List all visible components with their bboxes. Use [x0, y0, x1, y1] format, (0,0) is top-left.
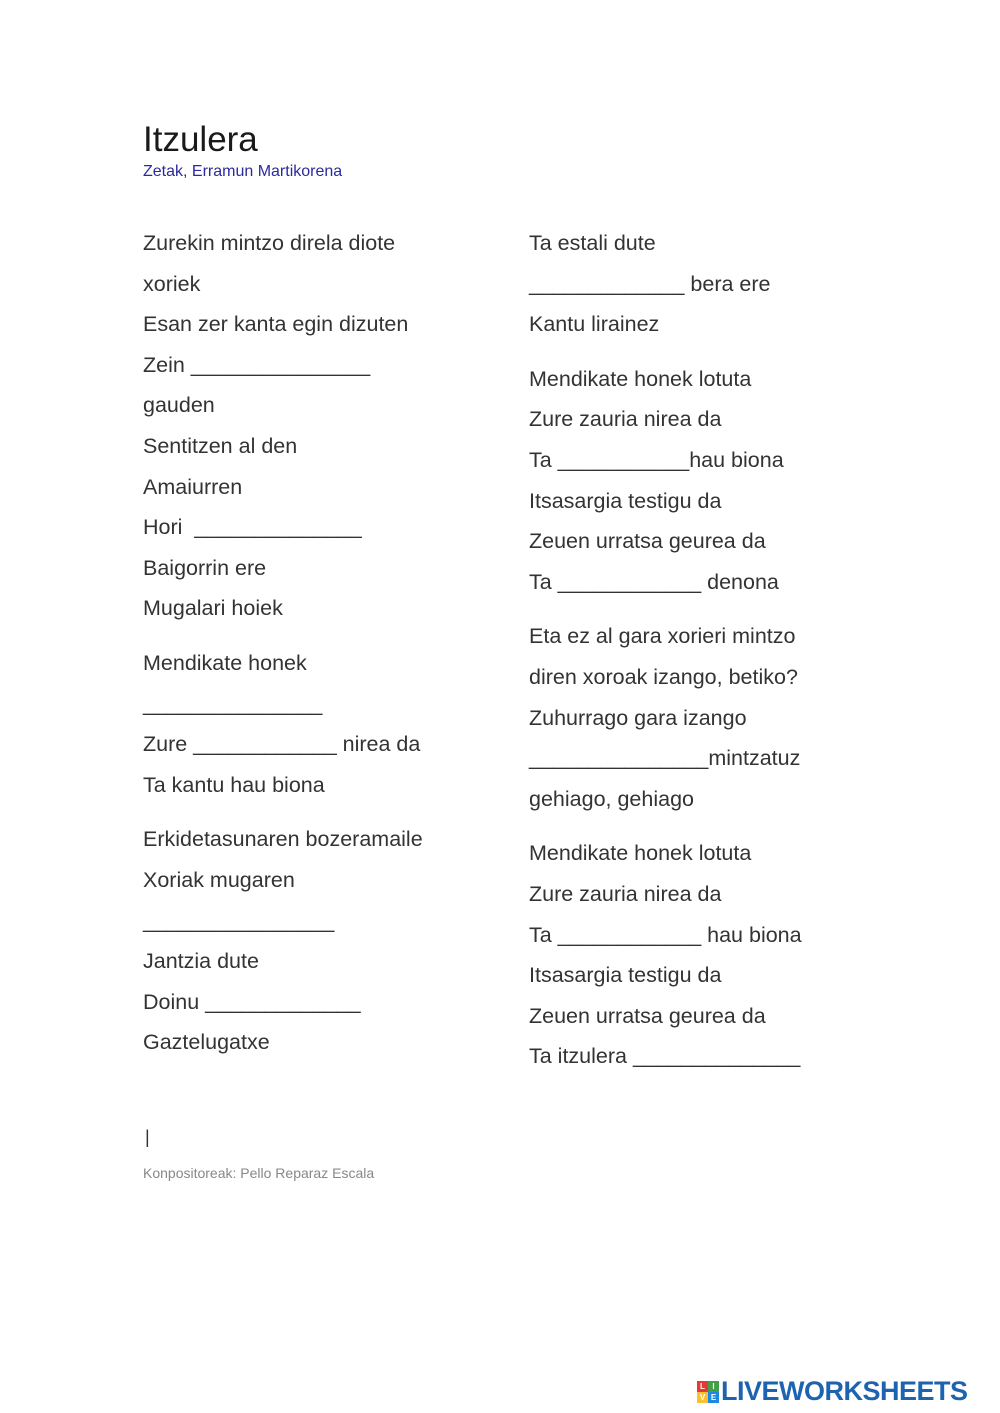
lyric-line: Ta ___________hau biona [529, 447, 784, 472]
lyric-line: Xoriak mugaren [143, 867, 295, 892]
lyrics-left-column [143, 223, 503, 1077]
lyric-line: Mendikate honek [143, 650, 307, 675]
lyric-line: xoriek [143, 271, 201, 296]
composer-credits: Konpositoreak: Pello Reparaz Escala [143, 1165, 375, 1181]
lyric-line: _______________ [143, 691, 323, 716]
song-authors: Zetak, Erramun Martikorena [143, 163, 343, 180]
lyric-line: Mendikate honek lotuta [529, 841, 752, 866]
text-cursor: | [145, 1127, 150, 1147]
lyric-line: Ta ____________ denona [529, 569, 779, 594]
lyric-line: Zeuen urratsa geurea da [529, 529, 766, 554]
page-title: Itzulera [143, 120, 258, 159]
lyric-line: Zuhurrago gara izango [529, 705, 747, 730]
left_column-stanza [143, 223, 503, 629]
lyric-line: Erkidetasunaren bozeramaile [143, 827, 423, 852]
lyric-line: Esan zer kanta egin dizuten [143, 312, 409, 337]
left_column-stanza [143, 643, 503, 805]
right_column-stanza [529, 616, 869, 819]
lyric-line: Kantu lirainez [529, 312, 660, 337]
lyric-line: Amaiurren [143, 474, 243, 499]
lyric-line: Zure zauria nirea da [529, 881, 722, 906]
lyric-line: Zure ____________ nirea da [143, 732, 421, 757]
logo-square: E [708, 1392, 719, 1403]
lyric-line: Sentitzen al den [143, 433, 298, 458]
lyric-line: Itsasargia testigu da [529, 963, 722, 988]
liveworksheets-logo[interactable] [697, 1376, 968, 1407]
lyric-line: Zure zauria nirea da [529, 407, 722, 432]
lyric-line: ________________ [143, 908, 335, 933]
logo-square: I [708, 1381, 719, 1392]
liveworksheets-icon [697, 1381, 719, 1403]
lyric-line: Gaztelugatxe [143, 1030, 270, 1055]
logo-square: V [697, 1392, 708, 1403]
lyric-line: Ta ____________ hau biona [529, 922, 802, 947]
lyric-line: Ta itzulera ______________ [529, 1044, 801, 1069]
lyric-line: Itsasargia testigu da [529, 488, 722, 513]
lyric-line: Zeuen urratsa geurea da [529, 1003, 766, 1028]
lyric-line: Mendikate honek lotuta [529, 366, 752, 391]
lyric-line: gehiago, gehiago [529, 786, 694, 811]
lyric-line: Ta kantu hau biona [143, 772, 325, 797]
lyric-line: Jantzia dute [143, 949, 259, 974]
lyric-line: Ta estali dute [529, 231, 656, 255]
right_column-stanza [529, 359, 869, 603]
lyric-line: _____________ bera ere [529, 271, 771, 296]
lyric-line: Mugalari hoiek [143, 596, 283, 621]
lyric-line: Baigorrin ere [143, 555, 267, 580]
lyrics-right-column [529, 223, 869, 1091]
logo-square: L [697, 1381, 708, 1392]
brand-name: LIVEWORKSHEETS [721, 1376, 968, 1406]
lyric-line: gauden [143, 393, 215, 418]
lyric-line: Zein _______________ [143, 352, 371, 377]
right_column-stanza [529, 833, 869, 1077]
lyric-line: Zurekin mintzo direla diote [143, 231, 396, 255]
lyric-line: Hori ______________ [143, 515, 362, 540]
lyric-line: Doinu _____________ [143, 989, 361, 1014]
lyric-line: diren xoroak izango, betiko? [529, 664, 798, 689]
lyric-line: Eta ez al gara xorieri mintzo [529, 624, 796, 649]
right_column-stanza [529, 223, 869, 345]
lyric-line: _______________mintzatuz [529, 746, 801, 771]
left_column-stanza [143, 819, 503, 1063]
